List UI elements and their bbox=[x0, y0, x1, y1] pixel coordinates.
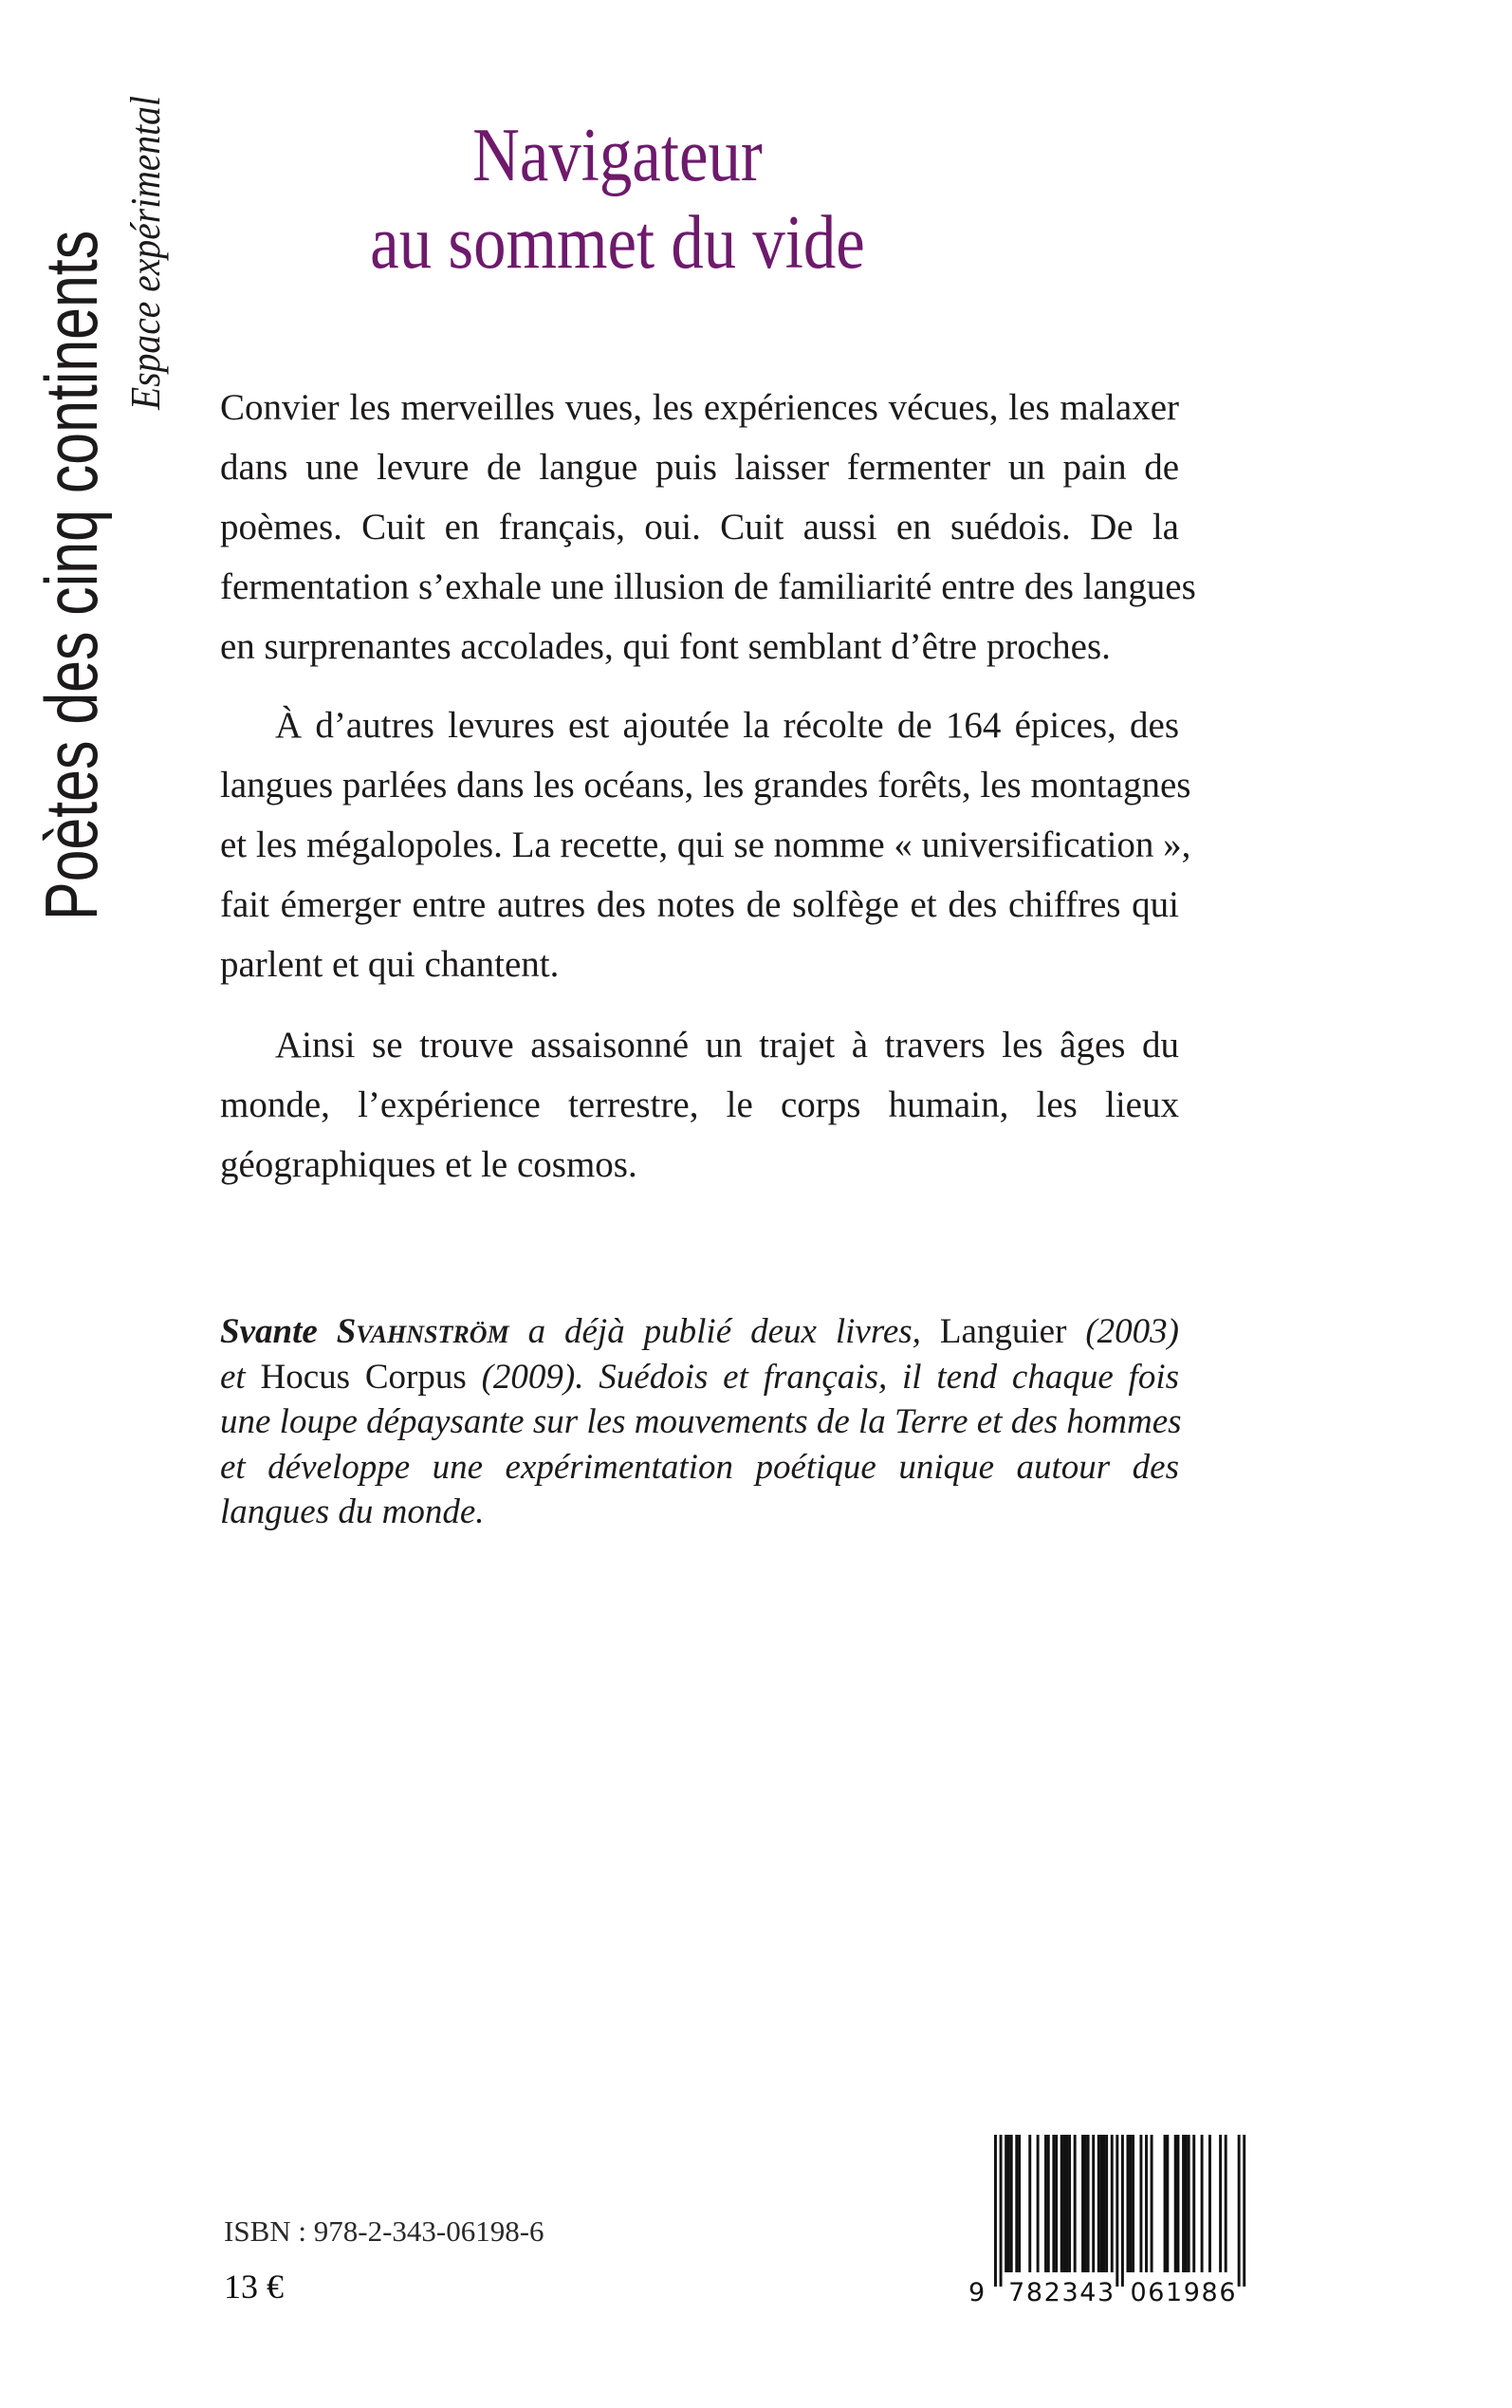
author-bio-segment: et bbox=[220, 1357, 261, 1397]
author-bio-line bbox=[220, 1399, 1182, 1445]
price: 13 € bbox=[224, 2268, 284, 2306]
barcode-digits: 9 bbox=[968, 2278, 986, 2307]
blurb-line: Ainsi se trouve assaisonné un trajet à travers les âges du bbox=[275, 1025, 1179, 1065]
series-name: Poètes des cinq continents bbox=[29, 230, 113, 920]
blurb-line: géographiques et le cosmos. bbox=[220, 1144, 637, 1185]
blurb-line: langues parlées dans les océans, les grandes forêts, les montagnes bbox=[220, 765, 1191, 806]
blurb-line: fermentation s’exhale une illusion de familiarité entre des langues bbox=[220, 566, 1196, 607]
author-bio-segment: une loupe dépaysante sur les mouvements de la Terre et des hommes bbox=[220, 1402, 1182, 1441]
author-bio-line bbox=[220, 1309, 1179, 1355]
author-bio-line bbox=[220, 1490, 1179, 1535]
book-title-line-2: au sommet du vide bbox=[370, 201, 865, 285]
isbn: ISBN : 978-2-343-06198-6 bbox=[224, 2214, 544, 2248]
blurb-line: Convier les merveilles vues, les expériences vécues, les malaxer bbox=[220, 387, 1179, 428]
blurb-line: À d’autres levures est ajoutée la récolte de 164 épices, des bbox=[275, 705, 1179, 746]
blurb-paragraph-1 bbox=[220, 378, 1196, 676]
blurb-line: et les mégalopoles. La recette, qui se nomme « universification », bbox=[220, 824, 1191, 865]
blurb-paragraph-3 bbox=[220, 1015, 1179, 1195]
author-bio-segment: a déjà publié deux livres, bbox=[508, 1312, 940, 1351]
author-bio-segment: Hocus Corpus bbox=[260, 1357, 482, 1397]
barcode-digits: 061986 bbox=[1130, 2278, 1236, 2307]
author-bio-segment: Svante bbox=[220, 1312, 337, 1351]
blurb-line: parlent et qui chantent. bbox=[220, 944, 560, 985]
blurb-paragraph-2 bbox=[220, 695, 1191, 994]
blurb-line: poèmes. Cuit en français, oui. Cuit aussi en suédois. De la bbox=[220, 507, 1179, 547]
author-bio-segment: langues du monde. bbox=[220, 1492, 485, 1531]
author-bio-segment: (2009). Suédois et français, il tend chaque fois bbox=[481, 1357, 1180, 1397]
barcode-icon bbox=[963, 2130, 1257, 2310]
author-bio-segment: Svahnström bbox=[336, 1312, 509, 1351]
author-bio-segment: (2003) bbox=[1085, 1312, 1180, 1351]
author-bio-segment: Languier bbox=[939, 1312, 1086, 1351]
blurb-line: fait émerger entre autres des notes de solfège et des chiffres qui bbox=[220, 884, 1179, 925]
barcode-digits: 782343 bbox=[1008, 2278, 1115, 2307]
author-bio-segment: et développe une expérimentation poétique unique autour des bbox=[220, 1447, 1179, 1487]
blurb-line: dans une levure de langue puis laisser fermenter un pain de bbox=[220, 447, 1179, 488]
author-bio bbox=[220, 1309, 1182, 1535]
book-title-line-1: Navigateur bbox=[472, 114, 763, 197]
blurb-line: en surprenantes accolades, qui font semblant d’être proches. bbox=[220, 626, 1111, 667]
blurb-line: monde, l’expérience terrestre, le corps humain, les lieux bbox=[220, 1084, 1179, 1125]
series-subtitle: Espace expérimental bbox=[122, 96, 169, 410]
author-bio-line bbox=[220, 1355, 1179, 1400]
ean13-barcode bbox=[963, 2130, 1257, 2310]
author-bio-line bbox=[220, 1445, 1179, 1491]
